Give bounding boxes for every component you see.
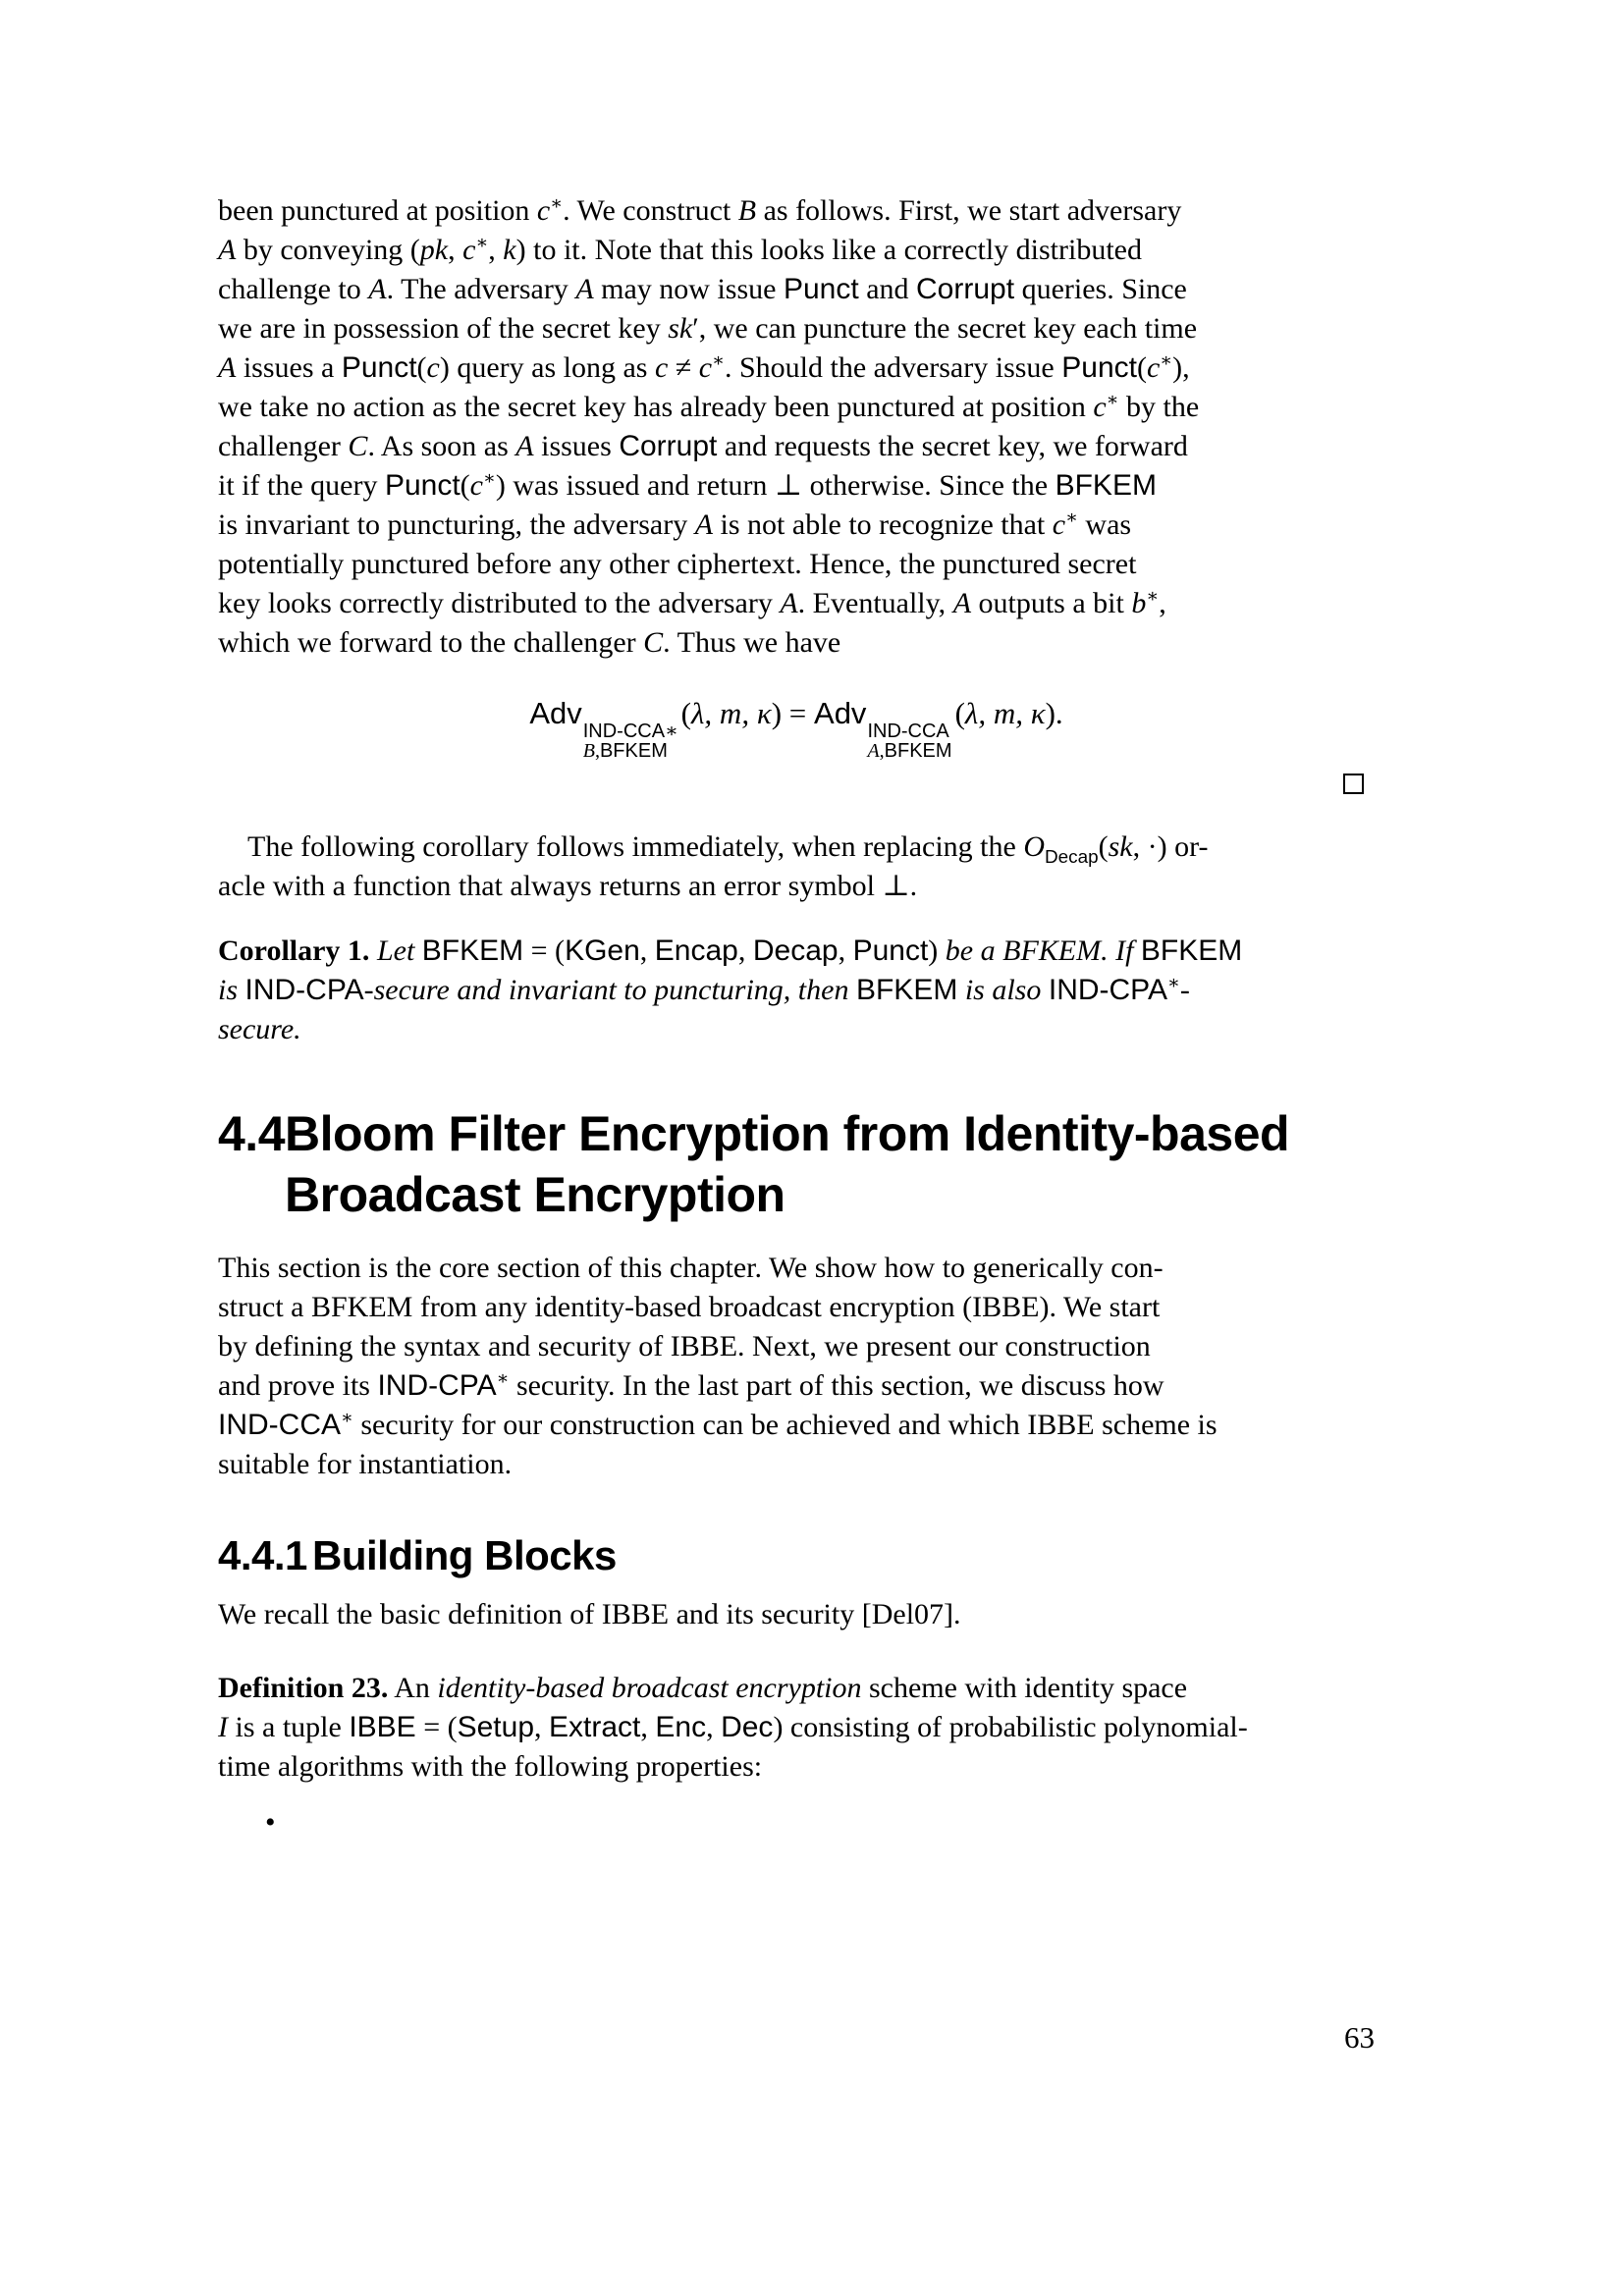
subsection-title-line: Building Blocks xyxy=(312,1532,617,1578)
display-formula: Adv IND-CCA∗ B,BFKEM (λ, m, κ) = Adv IND-CCA A,BFKEM (λ, m, κ). xyxy=(529,696,1063,762)
paragraph-section-intro: This section is the core section of this chapter. We show how to generically con- struct a BFKEM from any identity-based broadcast encryption (IBBE). We start by defining the syntax and security of IBBE. Next, we present our construction and prove its IND-CPA∗ security. In the last part of this section, we discuss how IND-CCA∗ security for our construction can be achieved and which IBBE scheme is suitable for instantiation. xyxy=(218,1252,1218,1480)
subsection-title xyxy=(312,1531,1375,1580)
paragraph-building-blocks-intro: We recall the basic definition of IBBE and its security [Del07]. xyxy=(218,1598,961,1630)
section-4-4-heading xyxy=(218,1103,1375,1225)
section-title xyxy=(285,1103,1375,1225)
paragraph-corollary-intro: The following corollary follows immediately, when replacing the $O_{Decap}(sk$, ·) or- acle with a function that always returns an error symbol ⊥. xyxy=(218,830,1209,902)
section-title-line2: Broadcast Encryption xyxy=(285,1167,785,1222)
proof-paragraph: been punctured at position c∗. We construct B as follows. First, we start adversary A by conveying (pk, c∗, k) to it. Note that this looks like a correctly distributed challenge to A. The adversary A may now issue Punct and Corrupt queries. Since we are in possession of the secret key sk′, we can puncture the secret key each time A issues a Punct(c) query as long as c ≠ c∗. Should the adversary issue Punct(c∗), we take no action as the secret key has already been punctured at position c∗ by the challenger C. As soon as A issues Corrupt and requests the secret key, we forward it if the query Punct(c∗) was issued and return ⊥ otherwise. Since the BFKEM is invariant to puncturing, the adversary A is not able to recognize that c∗ was potentially punctured before any other ciphertext. Hence, the punctured secret key looks correctly distributed to the adversary A. Eventually, A outputs a bit b∗, which we forward to the challenger C. Thus we have xyxy=(218,193,1200,659)
bullet-marker: • xyxy=(265,1806,276,1839)
page-number: 63 xyxy=(1344,2020,1375,2055)
subsection-4-4-1-heading xyxy=(218,1531,1375,1580)
subsection-number: 4.4.1 xyxy=(218,1532,307,1578)
section-number: 4.4 xyxy=(218,1106,286,1161)
qed-symbol xyxy=(1343,774,1364,794)
definition-23: Definition 23. An identity-based broadcast encryption scheme with identity space I is a tuple IBBE = (Setup, Extract, Enc, Dec) consisting of probabilistic polynomial- time algorithms with the following properties: xyxy=(218,1672,1248,1783)
section-title-line1: Bloom Filter Encryption from Identity-based xyxy=(285,1106,1290,1161)
corollary-1: Corollary 1. Let BFKEM = (KGen, Encap, Decap, Punct) be a BFKEM. If BFKEM is IND-CPA-secure and invariant to puncturing, then BFKEM is also IND-CPA∗- secure. xyxy=(218,934,1243,1045)
